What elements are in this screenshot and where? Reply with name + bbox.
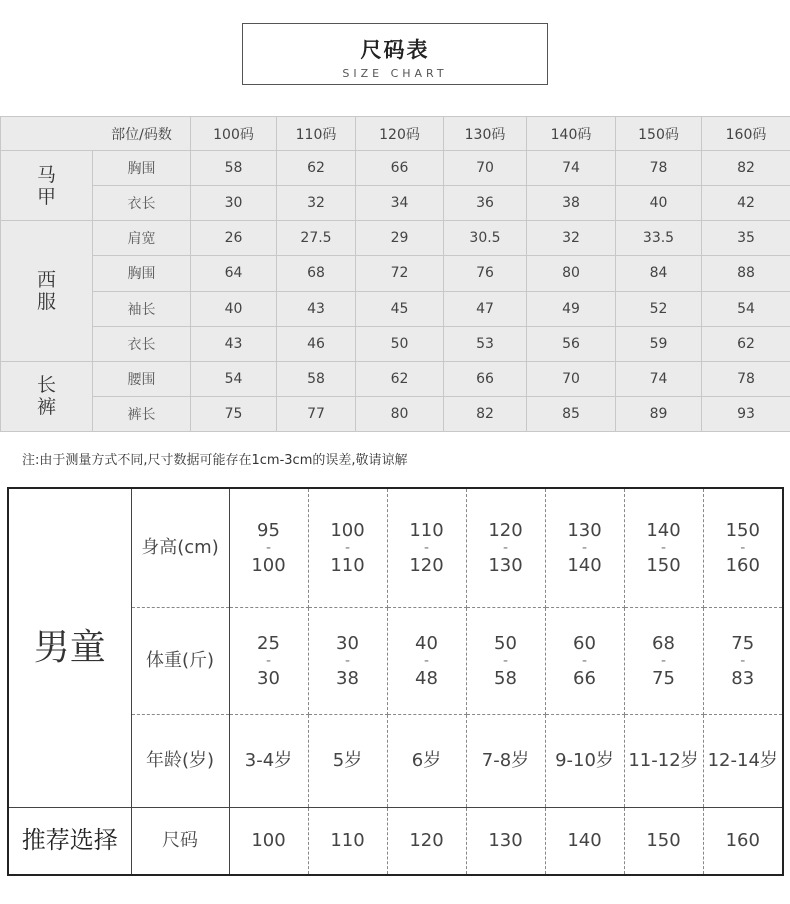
size-value-cell: 82 [444, 396, 527, 431]
range-low: 95 [257, 519, 280, 541]
size-value-cell: 40 [616, 186, 702, 221]
range-cell [466, 607, 545, 714]
size-row [1, 221, 790, 256]
range-high: 140 [567, 554, 602, 576]
size-header-cell: 120码 [356, 117, 444, 151]
range-separator: - [502, 652, 509, 669]
size-header-cell: 100码 [191, 117, 277, 151]
age-cell: 3-4岁 [229, 714, 308, 807]
range-cell [624, 488, 703, 607]
size-part-label: 衣长 [93, 186, 191, 221]
size-value-cell: 42 [702, 186, 790, 221]
age-cell: 6岁 [387, 714, 466, 807]
size-value-cell: 75 [191, 396, 277, 431]
range-separator: - [740, 652, 746, 669]
age-label: 年龄(岁) [131, 714, 229, 807]
range-cell [308, 488, 387, 607]
size-header-cell: 140码 [527, 117, 616, 151]
range-separator: - [660, 539, 667, 556]
range-separator: - [423, 652, 430, 669]
range-low: 68 [652, 632, 675, 654]
size-header-cell: 160码 [702, 117, 790, 151]
range-cell [387, 607, 466, 714]
range-high: 130 [488, 554, 523, 576]
size-chart-table [0, 116, 790, 432]
range-cell [703, 607, 783, 714]
range-high: 66 [573, 667, 596, 689]
recommend-size-cell: 110 [308, 807, 387, 875]
size-part-label: 裤长 [93, 396, 191, 431]
page-subtitle: SIZE CHART [342, 67, 448, 80]
size-value-cell: 88 [702, 256, 790, 291]
range-cell [308, 607, 387, 714]
range-low: 50 [494, 632, 517, 654]
size-value-cell: 58 [277, 361, 356, 396]
size-row [1, 361, 790, 396]
size-value-cell: 64 [191, 256, 277, 291]
range-separator: - [344, 539, 351, 556]
range-high: 120 [409, 554, 444, 576]
range-separator: - [265, 652, 272, 669]
size-group-label: 长 裤 [1, 361, 93, 431]
size-part-label: 胸围 [93, 151, 191, 186]
size-row [1, 396, 790, 431]
page-title: 尺码表 [360, 38, 430, 62]
range-high: 75 [652, 667, 675, 689]
age-cell: 5岁 [308, 714, 387, 807]
range-low: 120 [488, 519, 523, 541]
size-value-cell: 29 [356, 221, 444, 256]
size-value-cell: 66 [444, 361, 527, 396]
size-part-label: 腰围 [93, 361, 191, 396]
range-high: 83 [731, 667, 755, 689]
range-high: 38 [336, 667, 359, 689]
size-value-cell: 93 [702, 396, 790, 431]
size-header-cell: 150码 [616, 117, 702, 151]
size-value-cell: 82 [702, 151, 790, 186]
range-low: 150 [725, 519, 760, 541]
height-row [8, 488, 783, 607]
range-low: 75 [731, 632, 755, 654]
range-cell [229, 607, 308, 714]
size-value-cell: 80 [527, 256, 616, 291]
recommend-label: 推荐选择 [8, 807, 131, 875]
size-value-cell: 46 [277, 326, 356, 361]
recommend-size-cell: 120 [387, 807, 466, 875]
range-cell [703, 488, 783, 607]
size-value-cell: 27.5 [277, 221, 356, 256]
size-label: 尺码 [131, 807, 229, 875]
size-row [1, 151, 790, 186]
size-value-cell: 62 [356, 361, 444, 396]
size-row [1, 326, 790, 361]
range-high: 150 [646, 554, 681, 576]
age-cell: 9-10岁 [545, 714, 624, 807]
size-value-cell: 52 [616, 291, 702, 326]
size-value-cell: 32 [277, 186, 356, 221]
recommend-size-cell: 150 [624, 807, 703, 875]
range-low: 130 [567, 519, 602, 541]
range-cell [229, 488, 308, 607]
size-value-cell: 85 [527, 396, 616, 431]
range-separator: - [423, 539, 430, 556]
size-value-cell: 35 [702, 221, 790, 256]
size-value-cell: 78 [702, 361, 790, 396]
range-separator: - [581, 652, 588, 669]
range-low: 140 [646, 519, 681, 541]
size-value-cell: 49 [527, 291, 616, 326]
size-value-cell: 50 [356, 326, 444, 361]
size-value-cell: 70 [444, 151, 527, 186]
size-value-cell: 78 [616, 151, 702, 186]
age-cell: 7-8岁 [466, 714, 545, 807]
size-value-cell: 54 [702, 291, 790, 326]
size-value-cell: 43 [191, 326, 277, 361]
size-value-cell: 36 [444, 186, 527, 221]
size-value-cell: 32 [527, 221, 616, 256]
size-group-label: 西 服 [1, 221, 93, 361]
height-label: 身高(cm) [131, 488, 229, 607]
size-value-cell: 45 [356, 291, 444, 326]
range-cell [624, 607, 703, 714]
size-value-cell: 38 [527, 186, 616, 221]
range-high: 58 [494, 667, 517, 689]
size-header-row [1, 117, 790, 151]
size-value-cell: 33.5 [616, 221, 702, 256]
range-cell [466, 488, 545, 607]
size-value-cell: 84 [616, 256, 702, 291]
size-value-cell: 62 [702, 326, 790, 361]
recommend-size-cell: 130 [466, 807, 545, 875]
weight-label: 体重(斤) [131, 607, 229, 714]
recommend-size-cell: 100 [229, 807, 308, 875]
size-value-cell: 56 [527, 326, 616, 361]
age-cell: 12-14岁 [703, 714, 783, 807]
boys-label: 男童 [8, 488, 131, 807]
recommend-size-cell: 160 [703, 807, 783, 875]
range-separator: - [344, 652, 351, 669]
range-low: 40 [415, 632, 438, 654]
age-cell: 11-12岁 [624, 714, 703, 807]
range-separator: - [502, 539, 509, 556]
range-high: 160 [725, 554, 760, 576]
range-low: 30 [336, 632, 359, 654]
size-value-cell: 53 [444, 326, 527, 361]
size-header-cell: 130码 [444, 117, 527, 151]
size-value-cell: 34 [356, 186, 444, 221]
size-header-cell: 110码 [277, 117, 356, 151]
size-value-cell: 62 [277, 151, 356, 186]
range-high: 100 [251, 554, 286, 576]
size-value-cell: 54 [191, 361, 277, 396]
size-value-cell: 76 [444, 256, 527, 291]
size-value-cell: 74 [527, 151, 616, 186]
range-low: 25 [257, 632, 280, 654]
range-high: 48 [415, 667, 438, 689]
size-value-cell: 59 [616, 326, 702, 361]
range-low: 60 [573, 632, 596, 654]
size-header-corner: 部位/码数 [1, 117, 191, 151]
size-value-cell: 77 [277, 396, 356, 431]
size-value-cell: 58 [191, 151, 277, 186]
range-separator: - [265, 539, 272, 556]
range-low: 110 [409, 519, 444, 541]
range-separator: - [740, 539, 746, 556]
size-row [1, 291, 790, 326]
size-value-cell: 74 [616, 361, 702, 396]
range-high: 30 [257, 667, 280, 689]
title-box [242, 23, 548, 85]
size-value-cell: 30 [191, 186, 277, 221]
measurement-note: 注:由于测量方式不同,尺寸数据可能存在1cm-3cm的误差,敬请谅解 [22, 453, 408, 468]
size-value-cell: 72 [356, 256, 444, 291]
size-value-cell: 70 [527, 361, 616, 396]
recommend-size-row [8, 807, 783, 875]
size-part-label: 衣长 [93, 326, 191, 361]
size-value-cell: 68 [277, 256, 356, 291]
range-separator: - [581, 539, 588, 556]
range-separator: - [660, 652, 667, 669]
size-part-label: 胸围 [93, 256, 191, 291]
size-part-label: 袖长 [93, 291, 191, 326]
range-cell [545, 607, 624, 714]
size-row [1, 186, 790, 221]
size-value-cell: 40 [191, 291, 277, 326]
range-cell [545, 488, 624, 607]
range-cell [387, 488, 466, 607]
size-value-cell: 89 [616, 396, 702, 431]
size-group-label: 马 甲 [1, 151, 93, 221]
recommend-size-cell: 140 [545, 807, 624, 875]
recommend-table [7, 487, 784, 876]
size-value-cell: 47 [444, 291, 527, 326]
size-part-label: 肩宽 [93, 221, 191, 256]
range-low: 100 [330, 519, 365, 541]
size-value-cell: 80 [356, 396, 444, 431]
size-row [1, 256, 790, 291]
size-value-cell: 30.5 [444, 221, 527, 256]
size-value-cell: 26 [191, 221, 277, 256]
size-value-cell: 66 [356, 151, 444, 186]
range-high: 110 [330, 554, 365, 576]
size-value-cell: 43 [277, 291, 356, 326]
